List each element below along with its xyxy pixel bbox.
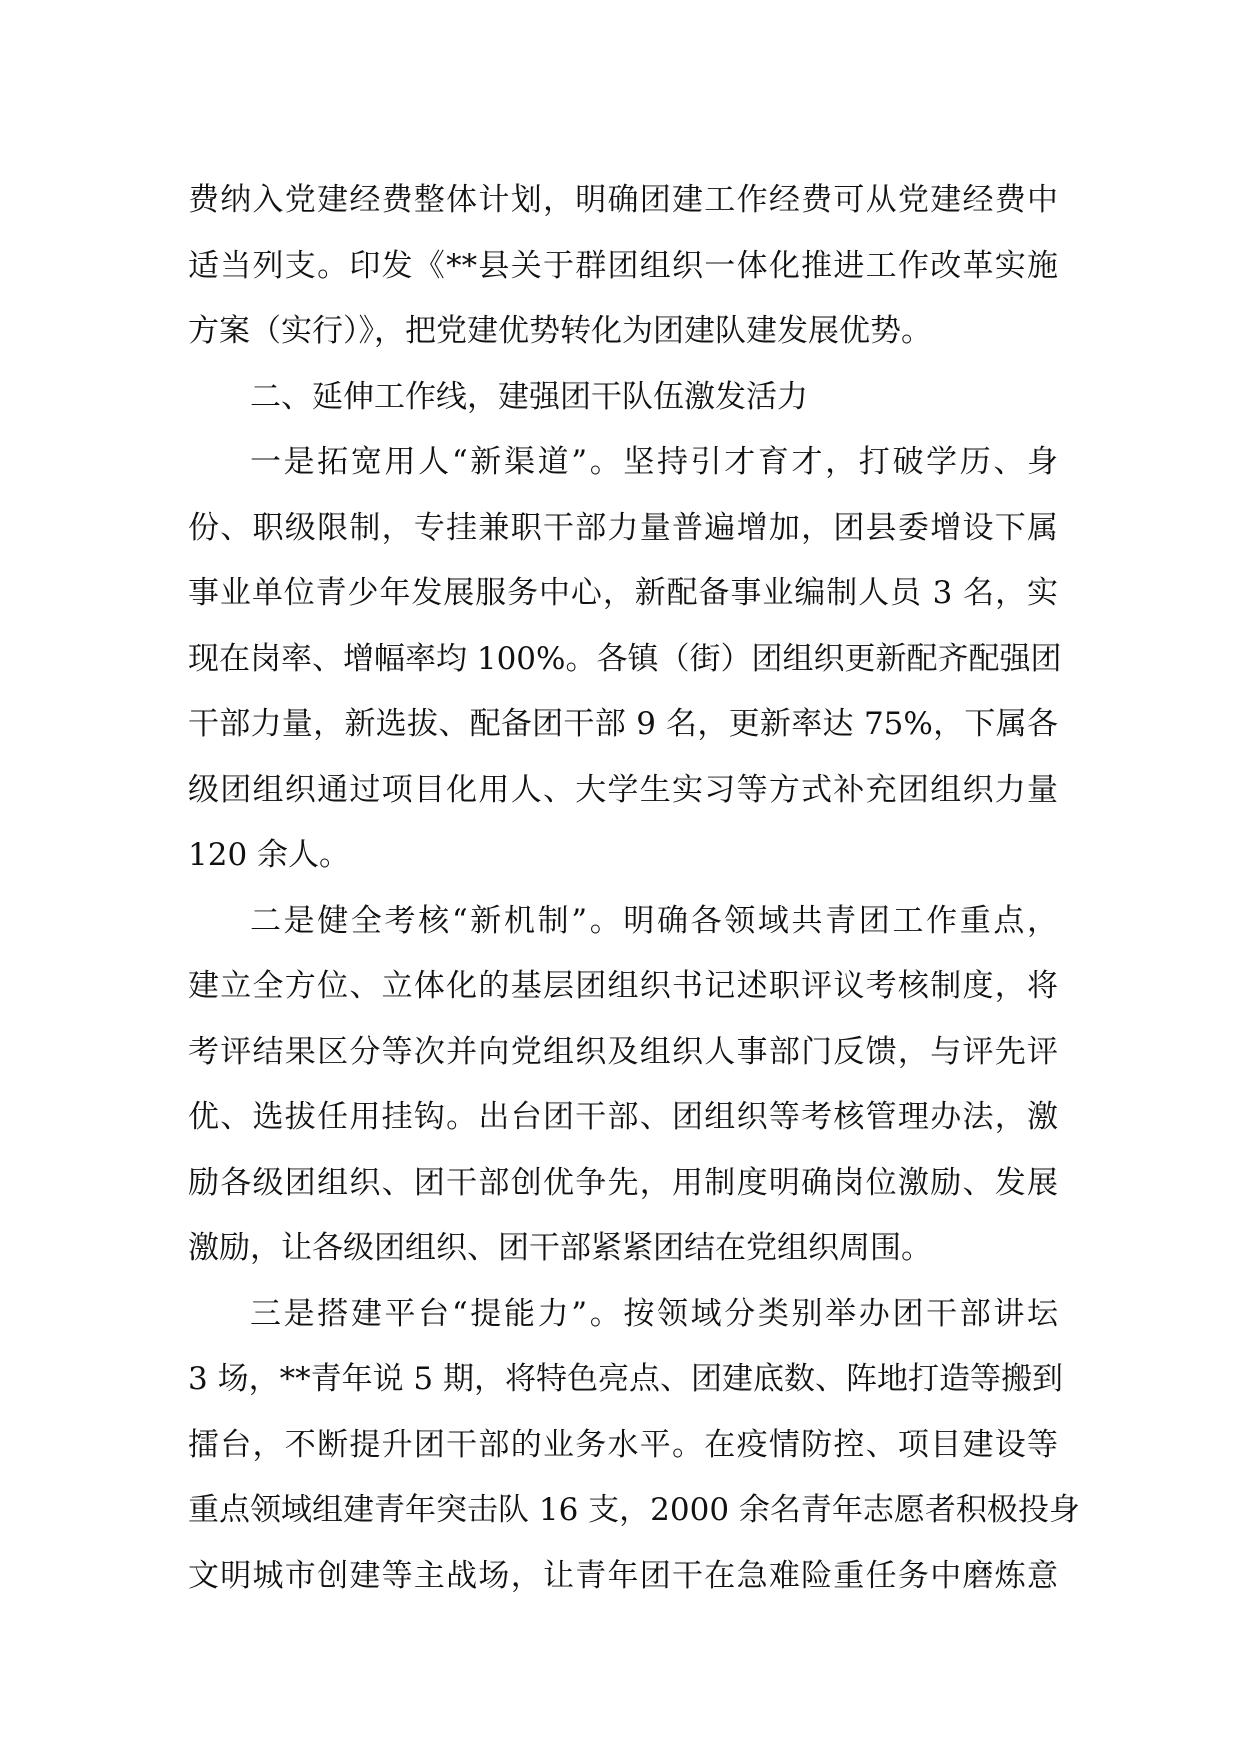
section-heading: 二、延伸工作线，建强团干队伍激发活力 [250,378,808,415]
text-line: 费纳入党建经费整体计划，明确团建工作经费可从党建经费中 [188,182,1058,218]
text-line: 励各级团组织、团干部创优争先，用制度明确岗位激励、发展 [188,1164,1058,1201]
text-line: 优、选拔任用挂钩。出台团干部、团组织等考核管理办法，激 [188,1099,1058,1135]
text-line: 级团组织通过项目化用人、大学生实习等方式补充团组织力量 [188,771,1058,808]
text-line: 擂台，不断提升团干部的业务水平。在疫情防控、项目建设等 [188,1426,1058,1463]
text-line: 3 场，**青年说 5 期，将特色亮点、团建底数、阵地打造等搬到 [188,1361,1064,1397]
text-line: 建立全方位、立体化的基层团组织书记述职评议考核制度，将 [188,968,1058,1004]
text-line: 适当列支。印发《**县关于群团组织一体化推进工作改革实施 [188,247,1058,284]
paragraph-first-line: 一是拓宽用人“新渠道”。坚持引才育才，打破学历、身 [250,444,1058,480]
text-line: 事业单位青少年发展服务中心，新配备事业编制人员 3 名，实 [188,575,1058,611]
document-body [188,168,1080,1609]
paragraph-first-line: 二是健全考核“新机制”。明确各领域共青团工作重点， [250,902,1058,939]
text-line: 考评结果区分等次并向党组织及组织人事部门反馈，与评先评 [188,1033,1058,1070]
text-line: 重点领域组建青年突击队 16 支，2000 余名青年志愿者积极投身 [188,1492,1080,1528]
text-line: 文明城市创建等主战场，让青年团干在急难险重任务中磨炼意 [188,1557,1058,1594]
text-line: 份、职级限制，专挂兼职干部力量普遍增加，团县委增设下属 [188,509,1058,546]
paragraph-first-line: 三是搭建平台“提能力”。按领域分类别举办团干部讲坛 [250,1295,1058,1332]
text-line: 现在岗率、增幅率均 100%。各镇（街）团组织更新配齐配强团 [188,640,1062,677]
text-line: 方案（实行）》，把党建优势转化为团建队建发展优势。 [188,313,932,349]
text-line: 120 余人。 [188,837,351,873]
text-line: 干部力量，新选拔、配备团干部 9 名，更新率达 75%，下属各 [188,706,1058,742]
text-line: 激励，让各级团组织、团干部紧紧团结在党组织周围。 [188,1230,932,1266]
